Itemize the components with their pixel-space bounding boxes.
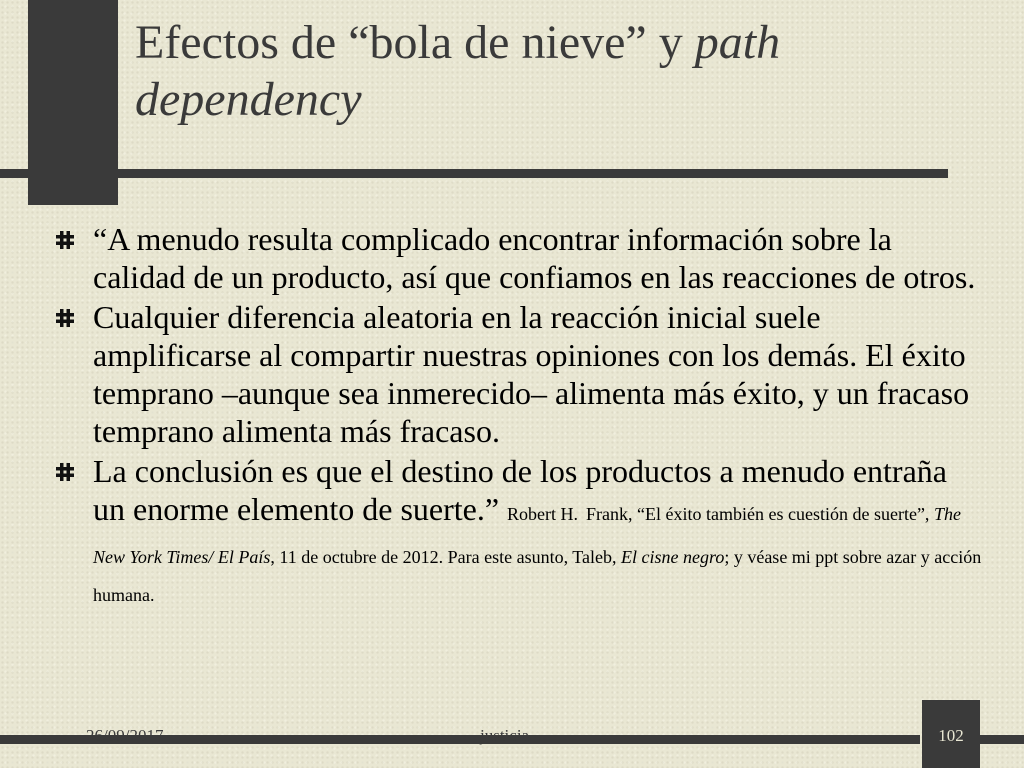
citation-text: Frank, “El éxito también es cuestión de suerte”, [586,504,934,524]
page-number: 102 [938,726,964,745]
citation-book: El cisne negro [621,547,725,567]
footer-bar-right [980,735,1024,744]
bullet-text: “A menudo resulta complicado encontrar información sobre la calidad de un producto, así que confiamos en las reacciones de otros. [93,221,976,295]
title-text: Efectos de “bola de nieve” y [135,16,695,69]
slide-content [55,220,985,609]
bullet-text: La conclusión es que el destino de los productos a menudo entraña un enorme elemento de suerte.” [93,453,947,527]
hash-bullet-icon [55,308,75,328]
bullet-item [55,298,985,450]
citation-author: Robert H. [507,504,579,524]
bullet-item [55,220,985,296]
footer-title: justicia [480,726,530,745]
hash-bullet-icon [55,230,75,250]
title-italic-text: path dependency [135,16,781,126]
bullet-text: Cualquier diferencia aleatoria en la reacción inicial suele amplificarse al compartir nuestras opiniones con los demás. El éxito temprano –aunque sea inmerecido– alimenta más éxito, y un fracaso temprano alimenta más fracaso. [93,299,970,449]
slide-title [135,14,1005,128]
citation-source: The New York Times/ El País [93,504,961,567]
citation-text: , 11 de octubre de 2012. Para este asunto, Taleb, [270,547,622,567]
decorative-title-underline [0,169,948,178]
citation-text: ; y véase mi ppt sobre azar y acción humana. [93,547,982,605]
footer-date: 26/09/2017 [86,726,164,745]
hash-bullet-icon [55,462,75,482]
bullet-item [55,452,985,609]
